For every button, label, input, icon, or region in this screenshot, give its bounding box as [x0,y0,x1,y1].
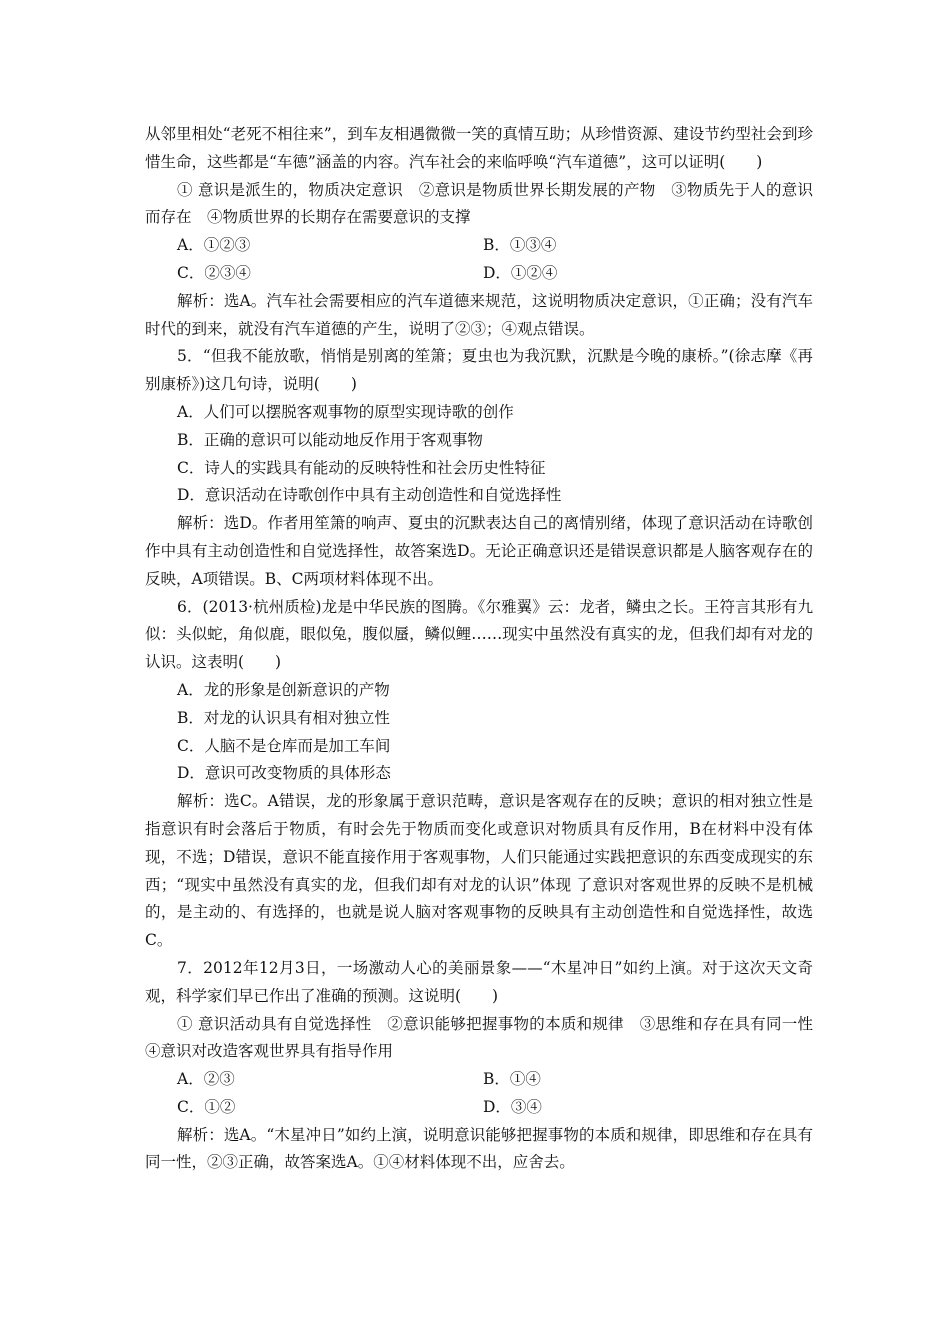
question-5-option-c: C．诗人的实践具有能动的反映特性和社会历史性特征 [177,458,546,477]
question-4-option-c: C．②③④ [177,263,251,282]
question-4-option-d: D．①②④ [483,263,558,282]
question-4-stem: 从邻里相处“老死不相往来”，到车友相遇微微一笑的真情互助；从珍惜资源、建设节约型社会到珍惜生命，这些都是“车德”涵盖的内容。汽车社会的来临呼唤“汽车道德”，这可以证明( ) [145,125,813,171]
question-5-option-d: D．意识活动在诗歌创作中具有主动创造性和自觉选择性 [177,486,562,505]
question-7-option-c: C．①② [177,1097,236,1116]
question-4-option-b: B．①③④ [483,236,557,255]
question-5-stem: 5．“但我不能放歌，悄悄是别离的笙箫；夏虫也为我沉默，沉默是今晚的康桥。”(徐志摩《再别康桥》)这几句诗，说明( ) [145,347,813,394]
document-page [145,121,829,1177]
question-7-stem: 7．2012年12月3日，一场激动人心的美丽景象——“木星冲日”如约上演。对于这次天文奇观，科学家们早已作出了准确的预测。这说明( ) [145,958,813,1005]
question-7-options-row-1 [145,1066,813,1094]
question-4-statements: ① 意识是派生的，物质决定意识 ②意识是物质世界长期发展的产物 ③物质先于人的意识而存在 ④物质世界的长期存在需要意识的支撑 [145,180,813,227]
question-7-option-a: A．②③ [177,1070,235,1089]
question-6-option-a: A．龙的形象是创新意识的产物 [177,680,390,699]
question-4-analysis: 解析：选A。汽车社会需要相应的汽车道德来规范，这说明物质决定意识，①正确；没有汽车时代的到来，就没有汽车道德的产生，说明了②③；④观点错误。 [145,291,813,338]
question-6-option-b: B．对龙的认识具有相对独立性 [177,708,390,727]
question-5-option-a: A．人们可以摆脱客观事物的原型实现诗歌的创作 [177,402,514,421]
question-6-analysis: 解析：选C。A错误，龙的形象属于意识范畴，意识是客观存在的反映；意识的相对独立性是指意识有时会落后于物质，有时会先于物质而变化或意识对物质具有反作用，B在材料中没有体现，不选；D错误，意识不能直接作用于客观事物，人们只能通过实践把意识的东西变成现实的东西；“现实中虽然没有真实的龙，但我们却有对龙的认识”体现 了意识对客观世界的反映不是机械的，是主动的、有选择的，也就是说人脑对客观事物的反映具有主动创造性和自觉选择性，故选C。 [145,792,813,950]
question-4-option-a: A．①②③ [177,236,251,255]
question-6-option-c: C．人脑不是仓库而是加工车间 [177,736,391,755]
question-7-option-b: B．①④ [483,1070,541,1089]
question-6-option-d: D．意识可改变物质的具体形态 [177,764,391,783]
question-4-options-row-1 [145,232,813,260]
question-7-analysis: 解析：选A。“木星冲日”如约上演，说明意识能够把握事物的本质和规律，即思维和存在具有同一性，②③正确，故答案选A。①④材料体现不出，应舍去。 [145,1125,813,1172]
question-6-stem: 6．(2013·杭州质检)龙是中华民族的图腾。《尔雅翼》云：龙者，鳞虫之长。王符言其形有九似：头似蛇，角似鹿，眼似兔，腹似蜃，鳞似鲤……现实中虽然没有真实的龙，但我们却有对龙的认识。这表明( ) [145,597,813,672]
question-4-options-row-2 [145,260,813,288]
question-7-option-d: D．③④ [483,1097,542,1116]
question-7-statements: ① 意识活动具有自觉选择性 ②意识能够把握事物的本质和规律 ③思维和存在具有同一性 ④意识对改造客观世界具有指导作用 [145,1014,829,1061]
question-7-options-row-2 [145,1094,813,1122]
question-5-option-b: B．正确的意识可以能动地反作用于客观事物 [177,430,483,449]
question-5-analysis: 解析：选D。作者用笙箫的响声、夏虫的沉默表达自己的离情别绪，体现了意识活动在诗歌创作中具有主动创造性和自觉选择性，故答案选D。无论正确意识还是错误意识都是人脑客观存在的反映，A项错误。B、C两项材料体现不出。 [145,514,813,588]
